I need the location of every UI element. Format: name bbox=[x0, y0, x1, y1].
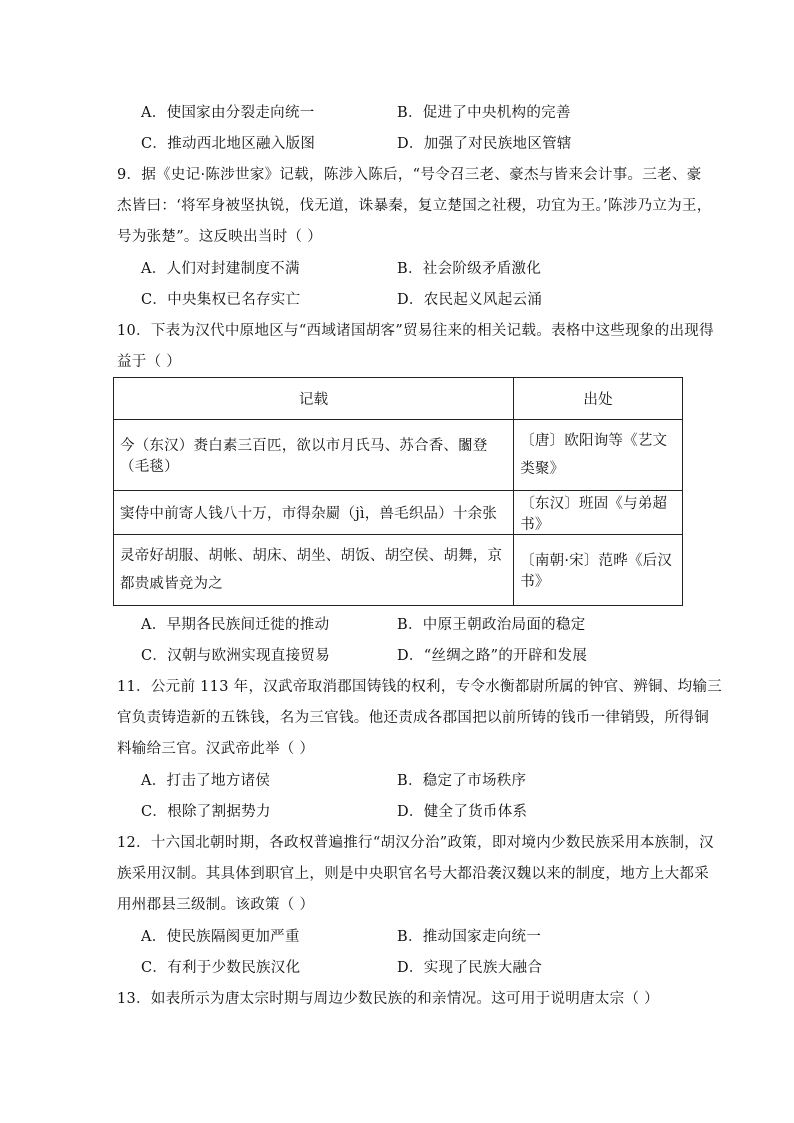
q12-stem-line: 族采用汉制。其具体到职官上，则是中央职官名号大都沿袭汉魏以来的制度，地方上大都采 bbox=[117, 866, 709, 882]
q10-records-table bbox=[113, 377, 683, 606]
q11-option-a: A．打击了地方诸侯 bbox=[141, 773, 271, 789]
q12-option-d: D．实现了民族大融合 bbox=[397, 960, 543, 976]
q10-stem-line: 10．下表为汉代中原地区与“西域诸国胡客”贸易往来的相关记载。表格中这些现象的出现得 bbox=[117, 323, 714, 339]
q8-option-b: B．促进了中央机构的完善 bbox=[397, 105, 571, 121]
table-header-row bbox=[114, 378, 683, 420]
q8-option-a: A．使国家由分裂走向统一 bbox=[141, 105, 315, 121]
cell-text: 〔南朝·宋〕范晔《后汉书》 bbox=[520, 553, 673, 590]
q8-option-c: C．推动西北地区融入版图 bbox=[141, 136, 316, 152]
cell-text: 今（东汉）赉白素三百匹，欲以市月氏马、苏合香、闟登（毛毯） bbox=[120, 438, 488, 475]
table-cell-source bbox=[514, 491, 683, 535]
q10-option-d: D．“丝绸之路”的开辟和发展 bbox=[397, 648, 588, 664]
table-header-record: 记载 bbox=[114, 378, 514, 420]
q9-option-b: B．社会阶级矛盾激化 bbox=[397, 261, 542, 277]
table-row bbox=[114, 420, 683, 491]
q9-stem-line: 号为张楚”。这反映出当时（ ） bbox=[117, 229, 323, 245]
cell-text: 〔东汉〕班固《与弟超书》 bbox=[520, 495, 668, 533]
table-cell-record bbox=[114, 491, 514, 535]
q11-option-c: C．根除了割据势力 bbox=[141, 804, 271, 820]
q11-stem-line: 官负责铸造新的五铢钱，名为三官钱。他还责成各郡国把以前所铸的钱币一律销毁，所得铜 bbox=[117, 710, 709, 726]
table-cell-source bbox=[514, 535, 683, 606]
q8-option-d: D．加强了对民族地区管辖 bbox=[397, 136, 572, 152]
table-row bbox=[114, 491, 683, 535]
q12-option-b: B．推动国家走向统一 bbox=[397, 929, 542, 945]
q12-option-a: A．使民族隔阂更加严重 bbox=[141, 929, 300, 945]
q10-option-a: A．早期各民族间迁徙的推动 bbox=[141, 617, 330, 633]
table-header-source: 出处 bbox=[514, 378, 683, 420]
q12-stem-line: 用州郡县三级制。该政策（ ） bbox=[117, 897, 315, 913]
cell-text: 窦侍中前寄人钱八十万，市得杂罽（jì，兽毛织品）十余张 bbox=[120, 506, 498, 522]
table-cell-record bbox=[114, 420, 514, 491]
table-cell-record bbox=[114, 535, 514, 606]
q9-stem-line: 9．据《史记·陈涉世家》记载，陈涉入陈后，“号令召三老、豪杰与皆来会计事。三老、豪 bbox=[117, 167, 702, 183]
q9-option-c: C．中央集权已名存实亡 bbox=[141, 292, 301, 308]
q11-option-b: B．稳定了市场秩序 bbox=[397, 773, 527, 789]
q12-stem-line: 12．十六国北朝时期，各政权普遍推行“胡汉分治”政策，即对境内少数民族采用本族制，汉 bbox=[117, 835, 714, 851]
cell-text: 〔唐〕欧阳询等《艺文类聚》 bbox=[520, 433, 668, 477]
q13-stem-line: 13．如表所示为唐太宗时期与周边少数民族的和亲情况。这可用于说明唐太宗（ ） bbox=[117, 991, 659, 1007]
q10-option-c: C．汉朝与欧洲实现直接贸易 bbox=[141, 648, 330, 664]
table-cell-source bbox=[514, 420, 683, 491]
q9-option-d: D．农民起义风起云涌 bbox=[397, 292, 543, 308]
cell-text: 灵帝好胡服、胡帐、胡床、胡坐、胡饭、胡空侯、胡舞，京都贵戚皆竞为之 bbox=[120, 548, 503, 592]
table-row bbox=[114, 535, 683, 606]
q9-option-a: A．人们对封建制度不满 bbox=[141, 261, 300, 277]
q11-stem-line: 11．公元前 113 年，汉武帝取消郡国铸钱的权利，专令水衡都尉所属的钟官、辨铜、均输三 bbox=[117, 679, 723, 695]
q12-option-c: C．有利于少数民族汉化 bbox=[141, 960, 301, 976]
q10-stem-line: 益于（ ） bbox=[117, 354, 182, 370]
q11-option-d: D．健全了货币体系 bbox=[397, 804, 528, 820]
q11-stem-line: 料输给三官。汉武帝此举（ ） bbox=[117, 741, 315, 757]
q10-option-b: B．中原王朝政治局面的稳定 bbox=[397, 617, 586, 633]
q9-stem-line: 杰皆曰：‘将军身被坚执锐，伐无道，诛暴秦，复立楚国之社稷，功宜为王。’陈涉乃立为王， bbox=[117, 198, 712, 214]
